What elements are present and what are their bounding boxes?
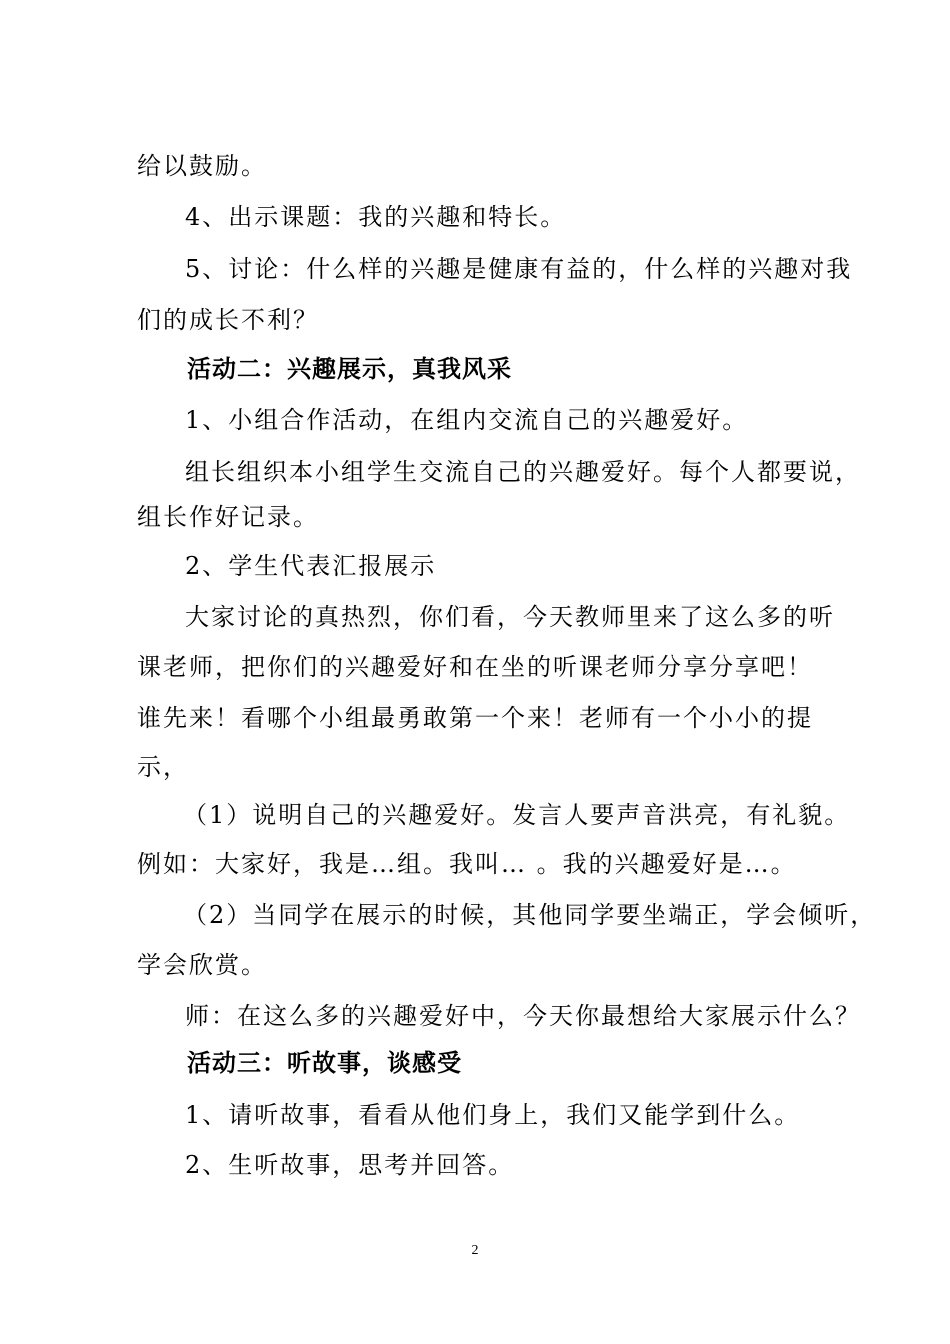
paragraph-line: 课老师，把你们的兴趣爱好和在坐的听课老师分享分享吧！	[137, 653, 813, 681]
paragraph-line: 1、请听故事，看看从他们身上，我们又能学到什么。	[185, 1101, 801, 1129]
paragraph-line: 示，	[137, 753, 189, 781]
paragraph-line: 们的成长不利？	[137, 306, 319, 334]
paragraph-line: 2、学生代表汇报展示	[185, 552, 437, 580]
paragraph-line: 5、讨论：什么样的兴趣是健康有益的，什么样的兴趣对我	[185, 255, 853, 283]
paragraph-line: 例如：大家好，我是…组。我叫… 。我的兴趣爱好是…。	[137, 850, 797, 878]
paragraph-line: 4、出示课题：我的兴趣和特长。	[185, 203, 567, 231]
paragraph-line: 学会欣赏。	[137, 951, 267, 979]
paragraph-line: 师：在这么多的兴趣爱好中，今天你最想给大家展示什么？	[185, 1002, 861, 1030]
section-heading: 活动二：兴趣展示，真我风采	[187, 355, 512, 383]
paragraph-line: 谁先来！看哪个小组最勇敢第一个来！老师有一个小小的提	[137, 704, 813, 732]
paragraph-line: （1）说明自己的兴趣爱好。发言人要声音洪亮，有礼貌。	[183, 801, 851, 829]
paragraph-line: 2、生听故事，思考并回答。	[185, 1151, 515, 1179]
section-heading: 活动三：听故事，谈感受	[187, 1049, 462, 1077]
paragraph-line: 1、小组合作活动，在组内交流自己的兴趣爱好。	[185, 406, 749, 434]
paragraph-line: 大家讨论的真热烈，你们看，今天教师里来了这么多的听	[185, 603, 835, 631]
paragraph-line: 给以鼓励。	[137, 152, 267, 180]
paragraph-line: 组长组织本小组学生交流自己的兴趣爱好。每个人都要说，	[185, 458, 861, 486]
paragraph-line: （2）当同学在展示的时候，其他同学要坐端正，学会倾听，	[183, 901, 877, 929]
page-number: 2	[471, 1243, 479, 1258]
paragraph-line: 组长作好记录。	[137, 503, 319, 531]
